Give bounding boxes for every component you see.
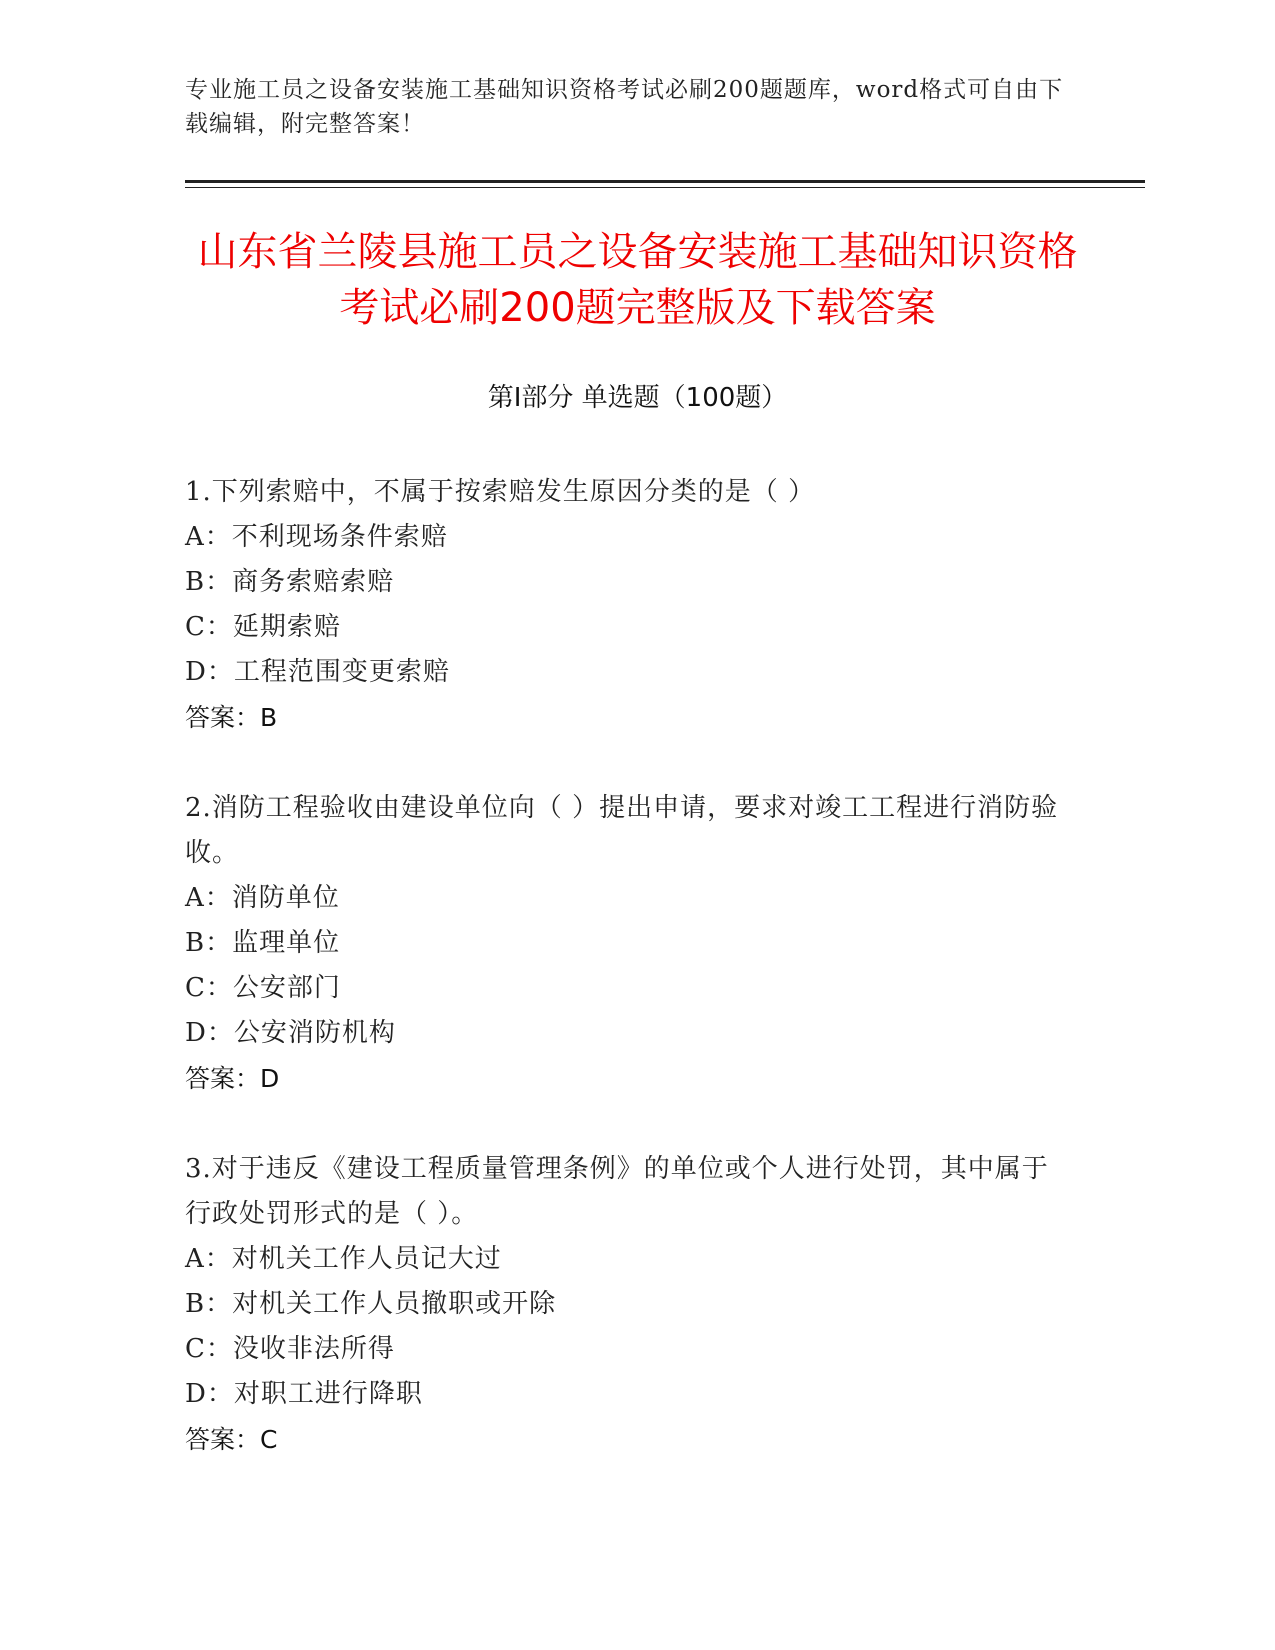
option-c: C：公安部门 xyxy=(185,973,341,1003)
header-divider-thin xyxy=(185,187,1145,188)
option-d: D：对职工进行降职 xyxy=(185,1379,423,1409)
header-divider-thick xyxy=(185,180,1145,183)
answer: 答案：C xyxy=(185,1425,278,1454)
question-text: 2.消防工程验收由建设单位向（ ）提出申请，要求对竣工工程进行消防验收。 xyxy=(185,793,1059,868)
header-note: 专业施工员之设备安装施工基础知识资格考试必刷200题题库，word格式可自由下载编辑，附完整答案！ xyxy=(185,77,1064,137)
option-b: B：监理单位 xyxy=(185,928,341,958)
option-b: B：对机关工作人员撤职或开除 xyxy=(185,1289,557,1319)
option-c: C：没收非法所得 xyxy=(185,1334,395,1364)
option-a: A：不利现场条件索赔 xyxy=(185,522,448,552)
option-d: D：公安消防机构 xyxy=(185,1018,396,1048)
option-b: B：商务索赔索赔 xyxy=(185,567,395,597)
section-heading: 第Ⅰ部分 单选题（100题） xyxy=(487,383,788,413)
document-title: 山东省兰陵县施工员之设备安装施工基础知识资格考试必刷200题完整版及下载答案 xyxy=(197,229,1078,331)
answer: 答案：B xyxy=(185,703,278,732)
question-text: 3.对于违反《建设工程质量管理条例》的单位或个人进行处罚，其中属于行政处罚形式的是（ ）。 xyxy=(185,1154,1049,1229)
option-c: C：延期索赔 xyxy=(185,612,341,642)
question-text: 1.下列索赔中，不属于按索赔发生原因分类的是（ ） xyxy=(185,477,816,507)
option-a: A：对机关工作人员记大过 xyxy=(185,1244,502,1274)
question-2 xyxy=(185,786,1065,1101)
option-d: D：工程范围变更索赔 xyxy=(185,657,450,687)
answer: 答案：D xyxy=(185,1064,280,1093)
question-1 xyxy=(185,470,1065,740)
option-a: A：消防单位 xyxy=(185,883,340,913)
question-3 xyxy=(185,1147,1065,1462)
